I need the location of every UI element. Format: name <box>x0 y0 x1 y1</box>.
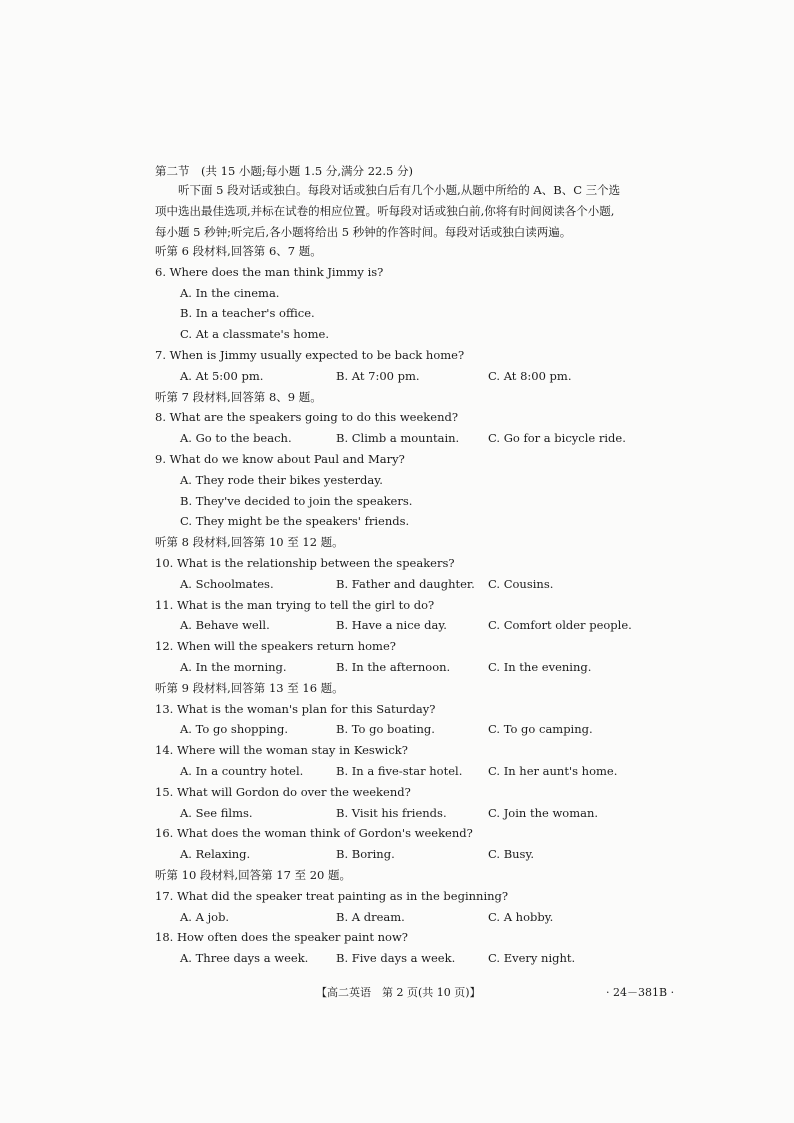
question-stem: 16. What does the woman think of Gordon's weekend? <box>155 826 473 840</box>
answer-option-c: C. Cousins. <box>488 577 554 591</box>
section-instructions: 听下面 5 段对话或独白。每段对话或独白后有几个小题,从题中所给的 A、B、C 三个选项中选出最佳选项,并标在试卷的相应位置。听每段对话或独白前,你将有时间阅读各个小题,每小题 5 秒钟;听完后,各小题将给出 5 秒钟的作答时间。每段对话或独白读两遍。 <box>155 183 621 239</box>
answer-option-a: A. In a country hotel. <box>180 764 304 778</box>
section-title: 第二节 (共 15 小题;每小题 1.5 分,满分 22.5 分) <box>155 164 413 178</box>
answer-option-a: A. See films. <box>180 806 253 820</box>
answer-option: A. They rode their bikes yesterday. <box>180 473 383 487</box>
question-stem: 17. What did the speaker treat painting as in the beginning? <box>155 889 509 903</box>
answer-option-c: C. Comfort older people. <box>488 618 632 632</box>
answer-option-c: C. Join the woman. <box>488 806 599 820</box>
answer-option-b: B. At 7:00 pm. <box>336 369 420 383</box>
question-stem: 12. When will the speakers return home? <box>155 639 396 653</box>
answer-option-b: B. Five days a week. <box>336 951 456 965</box>
answer-option-c: C. In the evening. <box>488 660 592 674</box>
question-stem: 9. What do we know about Paul and Mary? <box>155 452 405 466</box>
question-stem: 7. When is Jimmy usually expected to be back home? <box>155 348 465 362</box>
section-note: 听第 10 段材料,回答第 17 至 20 题。 <box>155 868 351 882</box>
answer-option-a: A. To go shopping. <box>180 722 288 736</box>
answer-option: B. They've decided to join the speakers. <box>180 494 413 508</box>
answer-option-c: C. Every night. <box>488 951 576 965</box>
answer-option-b: B. Climb a mountain. <box>336 431 460 445</box>
section-note: 听第 9 段材料,回答第 13 至 16 题。 <box>155 681 344 695</box>
answer-option-a: A. In the morning. <box>180 660 287 674</box>
answer-option-b: B. Visit his friends. <box>336 806 447 820</box>
question-stem: 15. What will Gordon do over the weekend? <box>155 785 411 799</box>
answer-option-b: B. Boring. <box>336 847 395 861</box>
question-stem: 14. Where will the woman stay in Keswick? <box>155 743 408 757</box>
answer-option: B. In a teacher's office. <box>180 306 315 320</box>
answer-option-a: A. Schoolmates. <box>180 577 274 591</box>
answer-option: C. At a classmate's home. <box>180 327 329 341</box>
page-footer-title: 【高二英语 第 2 页(共 10 页)】 <box>316 986 481 999</box>
answer-option-a: A. Relaxing. <box>180 847 251 861</box>
answer-option-a: A. A job. <box>180 910 230 924</box>
question-stem: 10. What is the relationship between the speakers? <box>155 556 455 570</box>
answer-option-b: B. Father and daughter. <box>336 577 475 591</box>
answer-option-b: B. To go boating. <box>336 722 435 736</box>
question-stem: 13. What is the woman's plan for this Saturday? <box>155 702 436 716</box>
answer-option-b: B. A dream. <box>336 910 405 924</box>
answer-option-a: A. Go to the beach. <box>180 431 292 445</box>
question-stem: 11. What is the man trying to tell the girl to do? <box>155 598 435 612</box>
answer-option: A. In the cinema. <box>180 286 280 300</box>
answer-option-b: B. In a five-star hotel. <box>336 764 463 778</box>
section-note: 听第 6 段材料,回答第 6、7 题。 <box>155 244 322 258</box>
answer-option-a: A. Behave well. <box>180 618 270 632</box>
answer-option-c: C. In her aunt's home. <box>488 764 618 778</box>
section-note: 听第 7 段材料,回答第 8、9 题。 <box>155 390 322 404</box>
page-footer-code: · 24－381B · <box>606 986 675 999</box>
answer-option-c: C. Go for a bicycle ride. <box>488 431 626 445</box>
question-stem: 18. How often does the speaker paint now? <box>155 930 408 944</box>
question-stem: 6. Where does the man think Jimmy is? <box>155 265 384 279</box>
answer-option-c: C. A hobby. <box>488 910 554 924</box>
answer-option: C. They might be the speakers' friends. <box>180 514 410 528</box>
answer-option-c: C. At 8:00 pm. <box>488 369 572 383</box>
answer-option-c: C. Busy. <box>488 847 535 861</box>
answer-option-a: A. At 5:00 pm. <box>180 369 264 383</box>
answer-option-c: C. To go camping. <box>488 722 593 736</box>
answer-option-b: B. In the afternoon. <box>336 660 451 674</box>
answer-option-b: B. Have a nice day. <box>336 618 447 632</box>
answer-option-a: A. Three days a week. <box>180 951 309 965</box>
question-stem: 8. What are the speakers going to do this weekend? <box>155 410 458 424</box>
section-note: 听第 8 段材料,回答第 10 至 12 题。 <box>155 535 344 549</box>
